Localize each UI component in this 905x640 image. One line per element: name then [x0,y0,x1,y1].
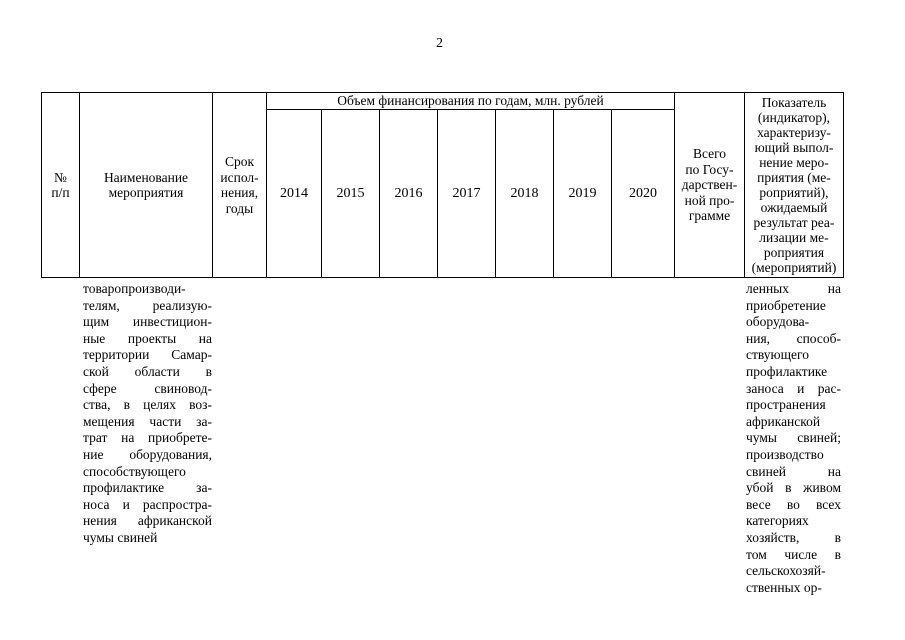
text-line: сфере свиновод- [83,380,212,396]
text-line: свиней на [746,463,841,479]
text-line: телям, реализую- [83,297,212,313]
header-number: № п/п [51,169,70,200]
text-line: ской области в [83,363,212,379]
indicator-text [746,281,841,596]
header-year: 2019 [568,185,597,201]
text-line: территории Самар- [83,347,212,363]
table-header [41,92,844,278]
text-line: ства, в целях воз- [83,397,212,413]
page-number: 2 [436,36,443,51]
text-line: заноса и рас- [746,380,841,396]
header-term: Срок испол- нения, годы [220,154,259,216]
header-year: 2015 [336,185,365,201]
text-line: носа и распростра- [83,496,212,512]
header-measure-name: Наименование мероприятия [103,169,189,200]
text-line: приобретение [746,297,826,313]
header-year: 2018 [510,185,539,201]
measure-name-text [83,281,212,547]
text-line: пространения [746,397,826,413]
text-line: ленных на [746,281,841,296]
text-line: африканской [746,413,821,429]
text-line: сельскохозяй- [746,563,826,579]
header-year: 2020 [629,185,657,201]
text-line: ние оборудования, [83,446,212,462]
text-line: способствующего [83,463,186,479]
text-line: трат на приобрете- [83,430,212,446]
text-line: хозяйств, в [746,529,841,545]
text-line: товаропроизводи- [83,281,186,296]
header-indicator: Показатель (индикатор), характеризу- ющий выпол- нение меро- приятия (ме- роприятий), ожидаемый результат реа- лизации ме- роприятия (мероприятий) [751,95,837,275]
text-line: том числе в [746,546,841,562]
text-line: нения африканской [83,513,212,529]
header-total: Всего по Госу- дарствен- ной про- грамме [681,146,738,224]
text-line: щим инвестицион- [83,314,212,330]
text-line: профилактике за- [83,480,212,496]
text-line: ные проекты на [83,330,212,346]
text-line: оборудова- [746,314,810,330]
text-line: категориях [746,513,809,529]
header-year: 2017 [452,185,481,201]
text-line: мещения части за- [83,413,212,429]
text-line: профилактике [746,363,828,379]
table-right-border [843,92,844,278]
header-year: 2014 [280,185,308,201]
table-header-bottom-border [41,277,844,278]
header-year: 2016 [394,185,423,201]
text-line: ния, способ- [746,330,841,346]
header-funding-title: Объем финансирования по годам, млн. рублей [337,92,604,108]
text-line: убой в живом [746,480,841,496]
text-line: ственных ор- [746,579,822,595]
text-line: производство [746,446,824,462]
text-line: ствующего [746,347,809,363]
text-line: чумы свиней; [746,430,841,446]
text-line: весе во всех [746,496,841,512]
text-line: чумы свиней [83,529,158,545]
